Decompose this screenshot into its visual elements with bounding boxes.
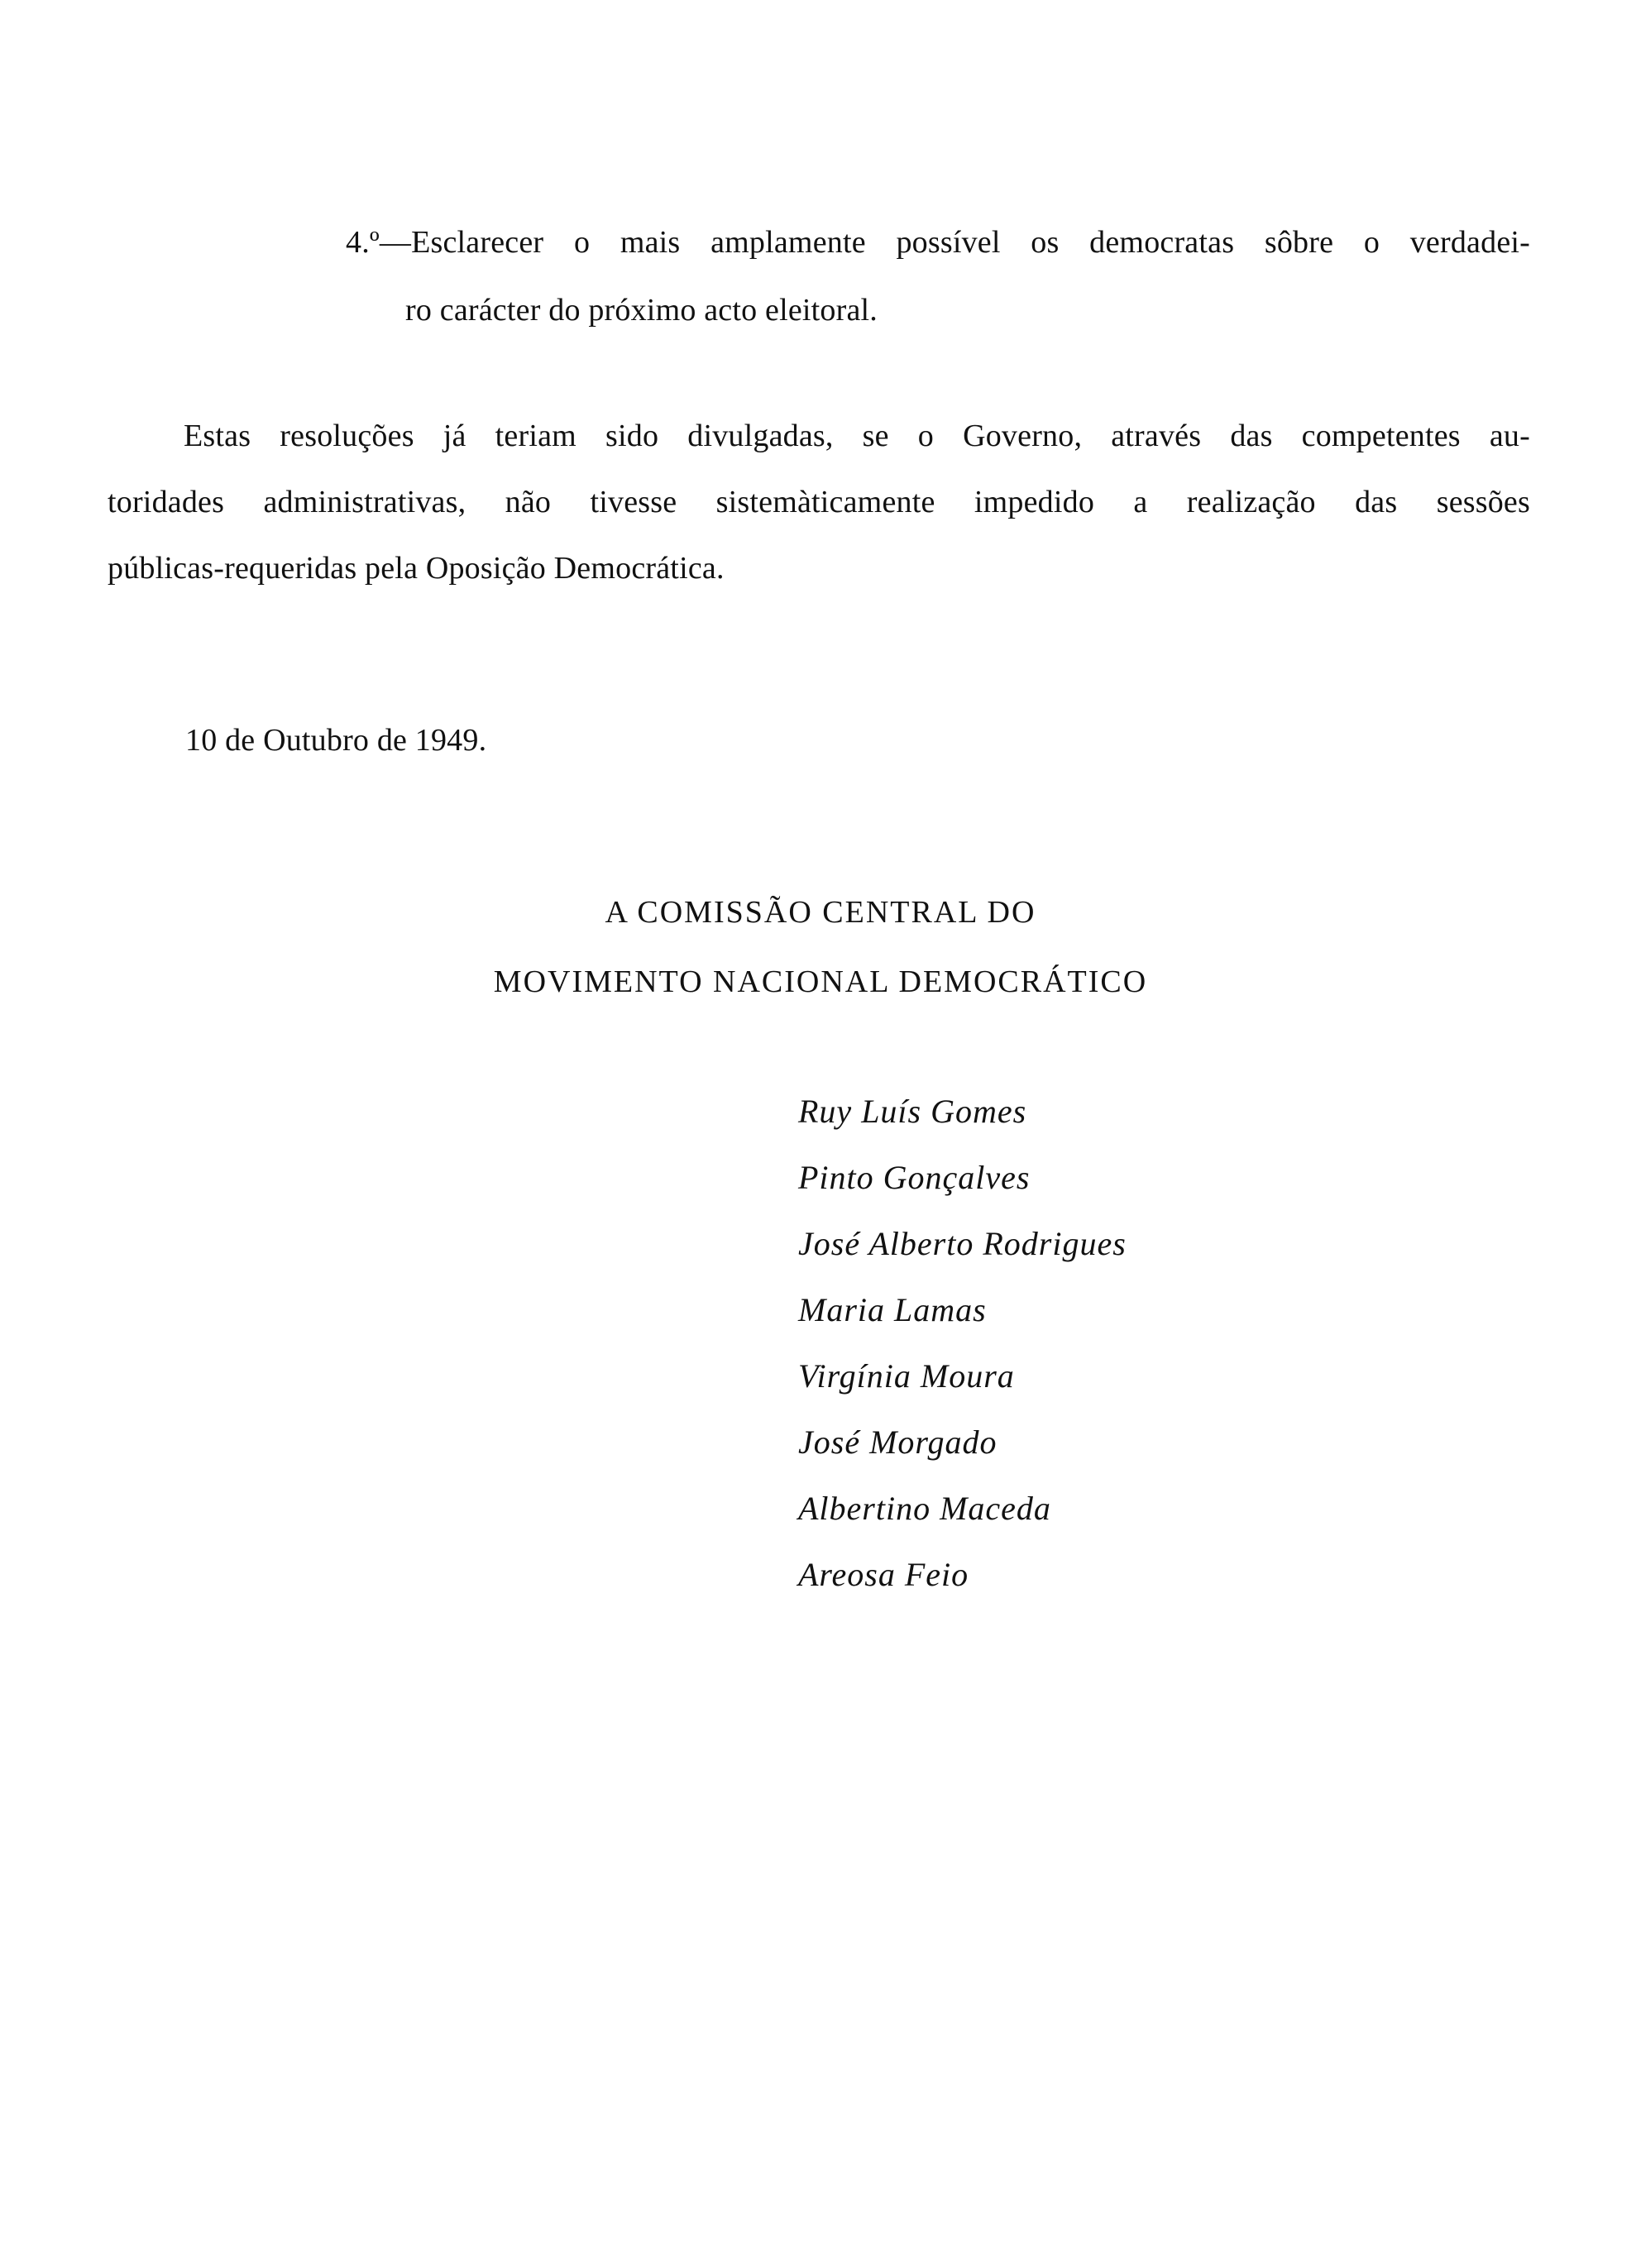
paragraph-line-1: Estas resoluções já teriam sido divulgadas, se o Governo, através das competentes au- xyxy=(184,419,1530,453)
commission-title-line-2: MOVIMENTO NACIONAL DEMOCRÁTICO xyxy=(493,964,1148,999)
signature-jose-alberto-rodrigues: José Alberto Rodrigues xyxy=(798,1225,1127,1262)
signature-albertino-maceda: Albertino Maceda xyxy=(798,1490,1051,1527)
signature-maria-lamas: Maria Lamas xyxy=(798,1291,987,1328)
paragraph-line-2: toridades administrativas, não tivesse sistemàticamente impedido a realização das sessões xyxy=(108,485,1530,519)
signature-ruy-luis-gomes: Ruy Luís Gomes xyxy=(798,1093,1027,1130)
paragraph-line-3: públicas-requeridas pela Oposição Democrática. xyxy=(108,551,725,586)
signature-pinto-goncalves: Pinto Gonçalves xyxy=(798,1159,1031,1196)
commission-title-line-1: A COMISSÃO CENTRAL DO xyxy=(605,895,1036,930)
item-4-line-1: 4.º—Esclarecer o mais amplamente possível os democratas sôbre o verdadei- xyxy=(346,225,1530,260)
signature-virginia-moura: Virgínia Moura xyxy=(798,1357,1015,1395)
document-date: 10 de Outubro de 1949. xyxy=(185,723,487,758)
item-4-line-2: ro carácter do próximo acto eleitoral. xyxy=(405,293,878,328)
signature-areosa-feio: Areosa Feio xyxy=(798,1556,969,1593)
signature-jose-morgado: José Morgado xyxy=(798,1423,998,1461)
